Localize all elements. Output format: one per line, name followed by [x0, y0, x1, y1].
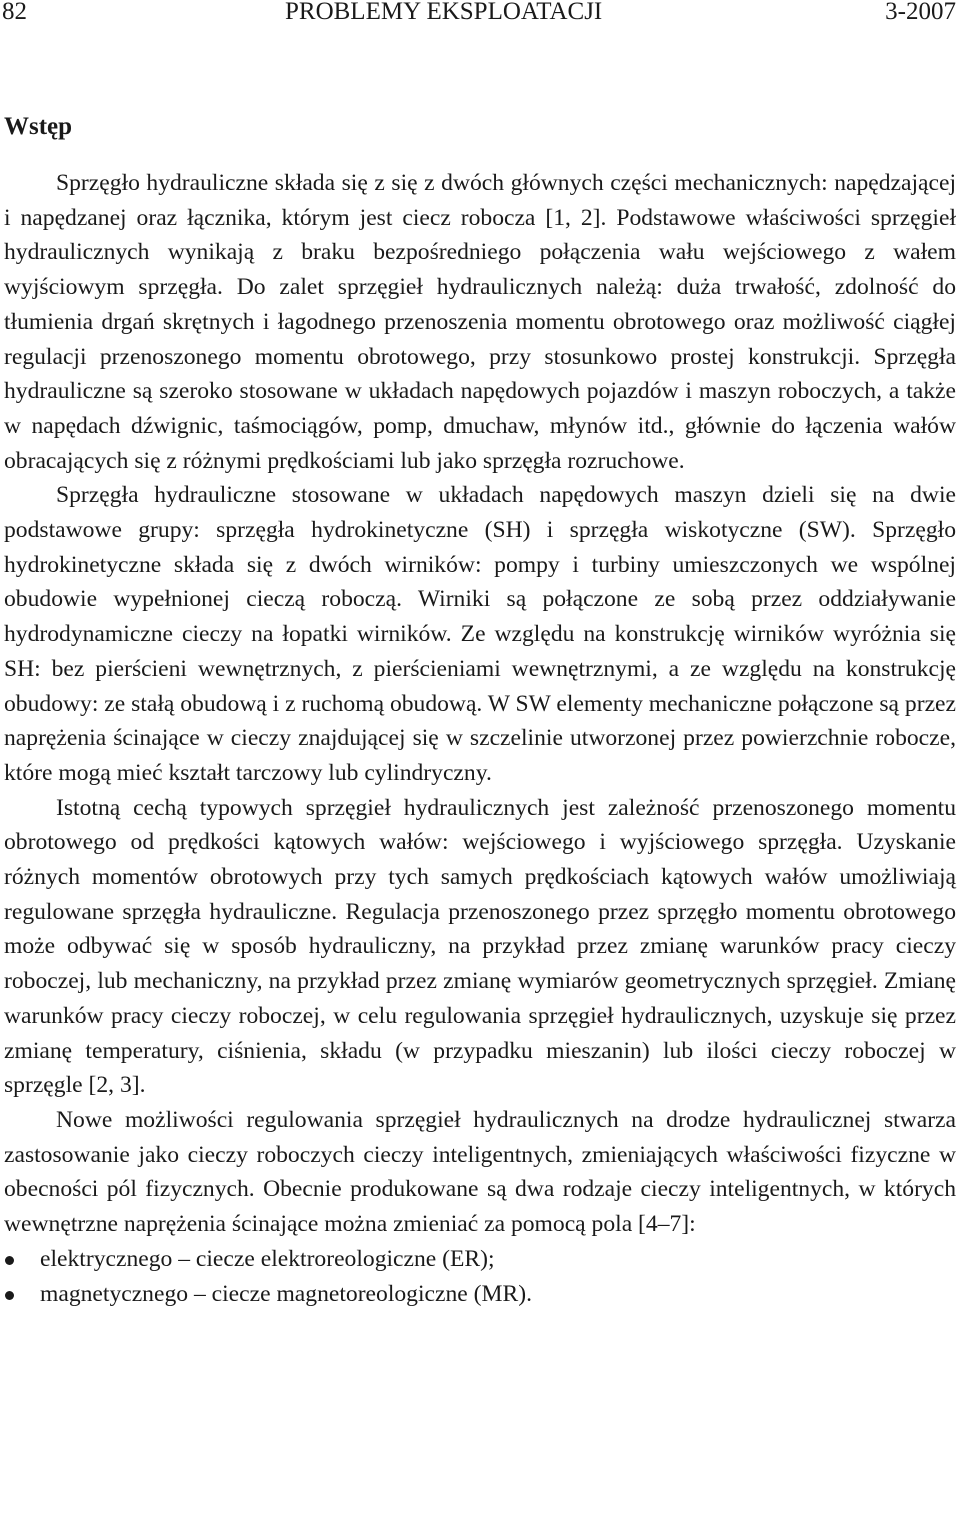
list-item	[4, 1277, 956, 1312]
bullet-list	[4, 1242, 956, 1311]
section-heading: Wstęp	[4, 113, 73, 140]
body-text	[4, 166, 956, 1311]
paragraph: Istotną cechą typowych sprzęgieł hydraulicznych jest zależność przenoszonego momentu obrotowego od prędkości kątowych wałów: wejściowego i wyjściowego sprzęgła. Uzyskanie różnych momentów obrotowych przy tych samych prędkościach kątowych wałów umożliwiają regulowane sprzęgła hydrauliczne. Regulacja przenoszonego przez sprzęgło momentu obrotowego może odbywać się w sposób hydrauliczny, na przykład przez zmianę warunków pracy cieczy roboczej, lub mechaniczny, na przykład przez zmianę wymiarów geometrycznych sprzęgieł. Zmianę warunków pracy cieczy roboczej, w celu regulowania sprzęgieł hydraulicznych, uzyskuje się przez zmianę temperatury, ciśnienia, składu (w przypadku mieszanin) lub ilości cieczy roboczej w sprzęgle [2, 3].	[4, 794, 956, 1099]
paragraph: Nowe możliwości regulowania sprzęgieł hydraulicznych na drodze hydraulicznej stwarza zastosowanie jako cieczy roboczych cieczy inteligentnych, zmieniających właściwości fizyczne w obecności pól fizycznych. Obecnie produkowane są dwa rodzaje cieczy inteligentnych, w których wewnętrzne naprężenia ścinające można zmieniać za pomocą pola [4–7]:	[4, 1106, 956, 1238]
paragraph: Sprzęgło hydrauliczne składa się z się z dwóch głównych części mechanicznych: napędzającej i napędzanej oraz łącznika, którym jest ciecz robocza [1, 2]. Podstawowe właściwości sprzęgieł hydraulicznych wynikają z braku bezpośredniego połączenia wału wejściowego z wałem wyjściowym sprzęgła. Do zalet sprzęgieł hydraulicznych należą: duża trwałość, zdolność do tłumienia drgań skrętnych i łagodnego przenoszenia momentu obrotowego oraz możliwość ciągłej regulacji przenoszonego momentu obrotowego, przy stosunkowo prostej konstrukcji. Sprzęgła hydrauliczne są szeroko stosowane w układach napędowych pojazdów i maszyn roboczych, a także w napędach dźwignic, taśmociągów, pomp, dmuchaw, młynów itd., głównie do łączenia wałów obracających się z różnymi prędkościami lub jako sprzęgła rozruchowe.	[4, 170, 956, 474]
list-item	[4, 1242, 956, 1277]
journal-title: PROBLEMY EKSPLOATACJI	[285, 0, 603, 25]
list-item-text: magnetycznego – ciecze magnetoreologiczne (MR).	[40, 1280, 532, 1307]
paragraph: Sprzęgła hydrauliczne stosowane w układach napędowych maszyn dzieli się na dwie podstawowe grupy: sprzęgła hydrokinetyczne (SH) i sprzęgła wiskotyczne (SW). Sprzęgło hydrokinetyczne składa się z dwóch wirników: pompy i turbiny umieszczonych we wspólnej obudowie wypełnionej cieczą roboczą. Wirniki są połączone ze sobą przez oddziaływanie hydrodynamiczne cieczy na łopatki wirników. Ze względu na konstrukcję wirników wyróżnia się SH: bez pierścieni wewnętrznych, z pierścieniami wewnętrznymi, a ze względu na konstrukcję obudowy: ze stałą obudową i z ruchomą obudową. W SW elementy mechaniczne połączone są przez naprężenia ścinające w cieczy znajdującej się w szczelinie utworzonej przez powierzchnie robocze, które mogą mieć kształt tarczowy lub cylindryczny.	[4, 482, 956, 786]
bullet-icon	[5, 1291, 14, 1300]
page-number: 82	[2, 0, 27, 25]
bullet-icon	[5, 1256, 14, 1265]
running-header	[2, 0, 956, 30]
issue-number: 3-2007	[885, 0, 956, 25]
list-item-text: elektrycznego – ciecze elektroreologiczne (ER);	[40, 1245, 495, 1272]
